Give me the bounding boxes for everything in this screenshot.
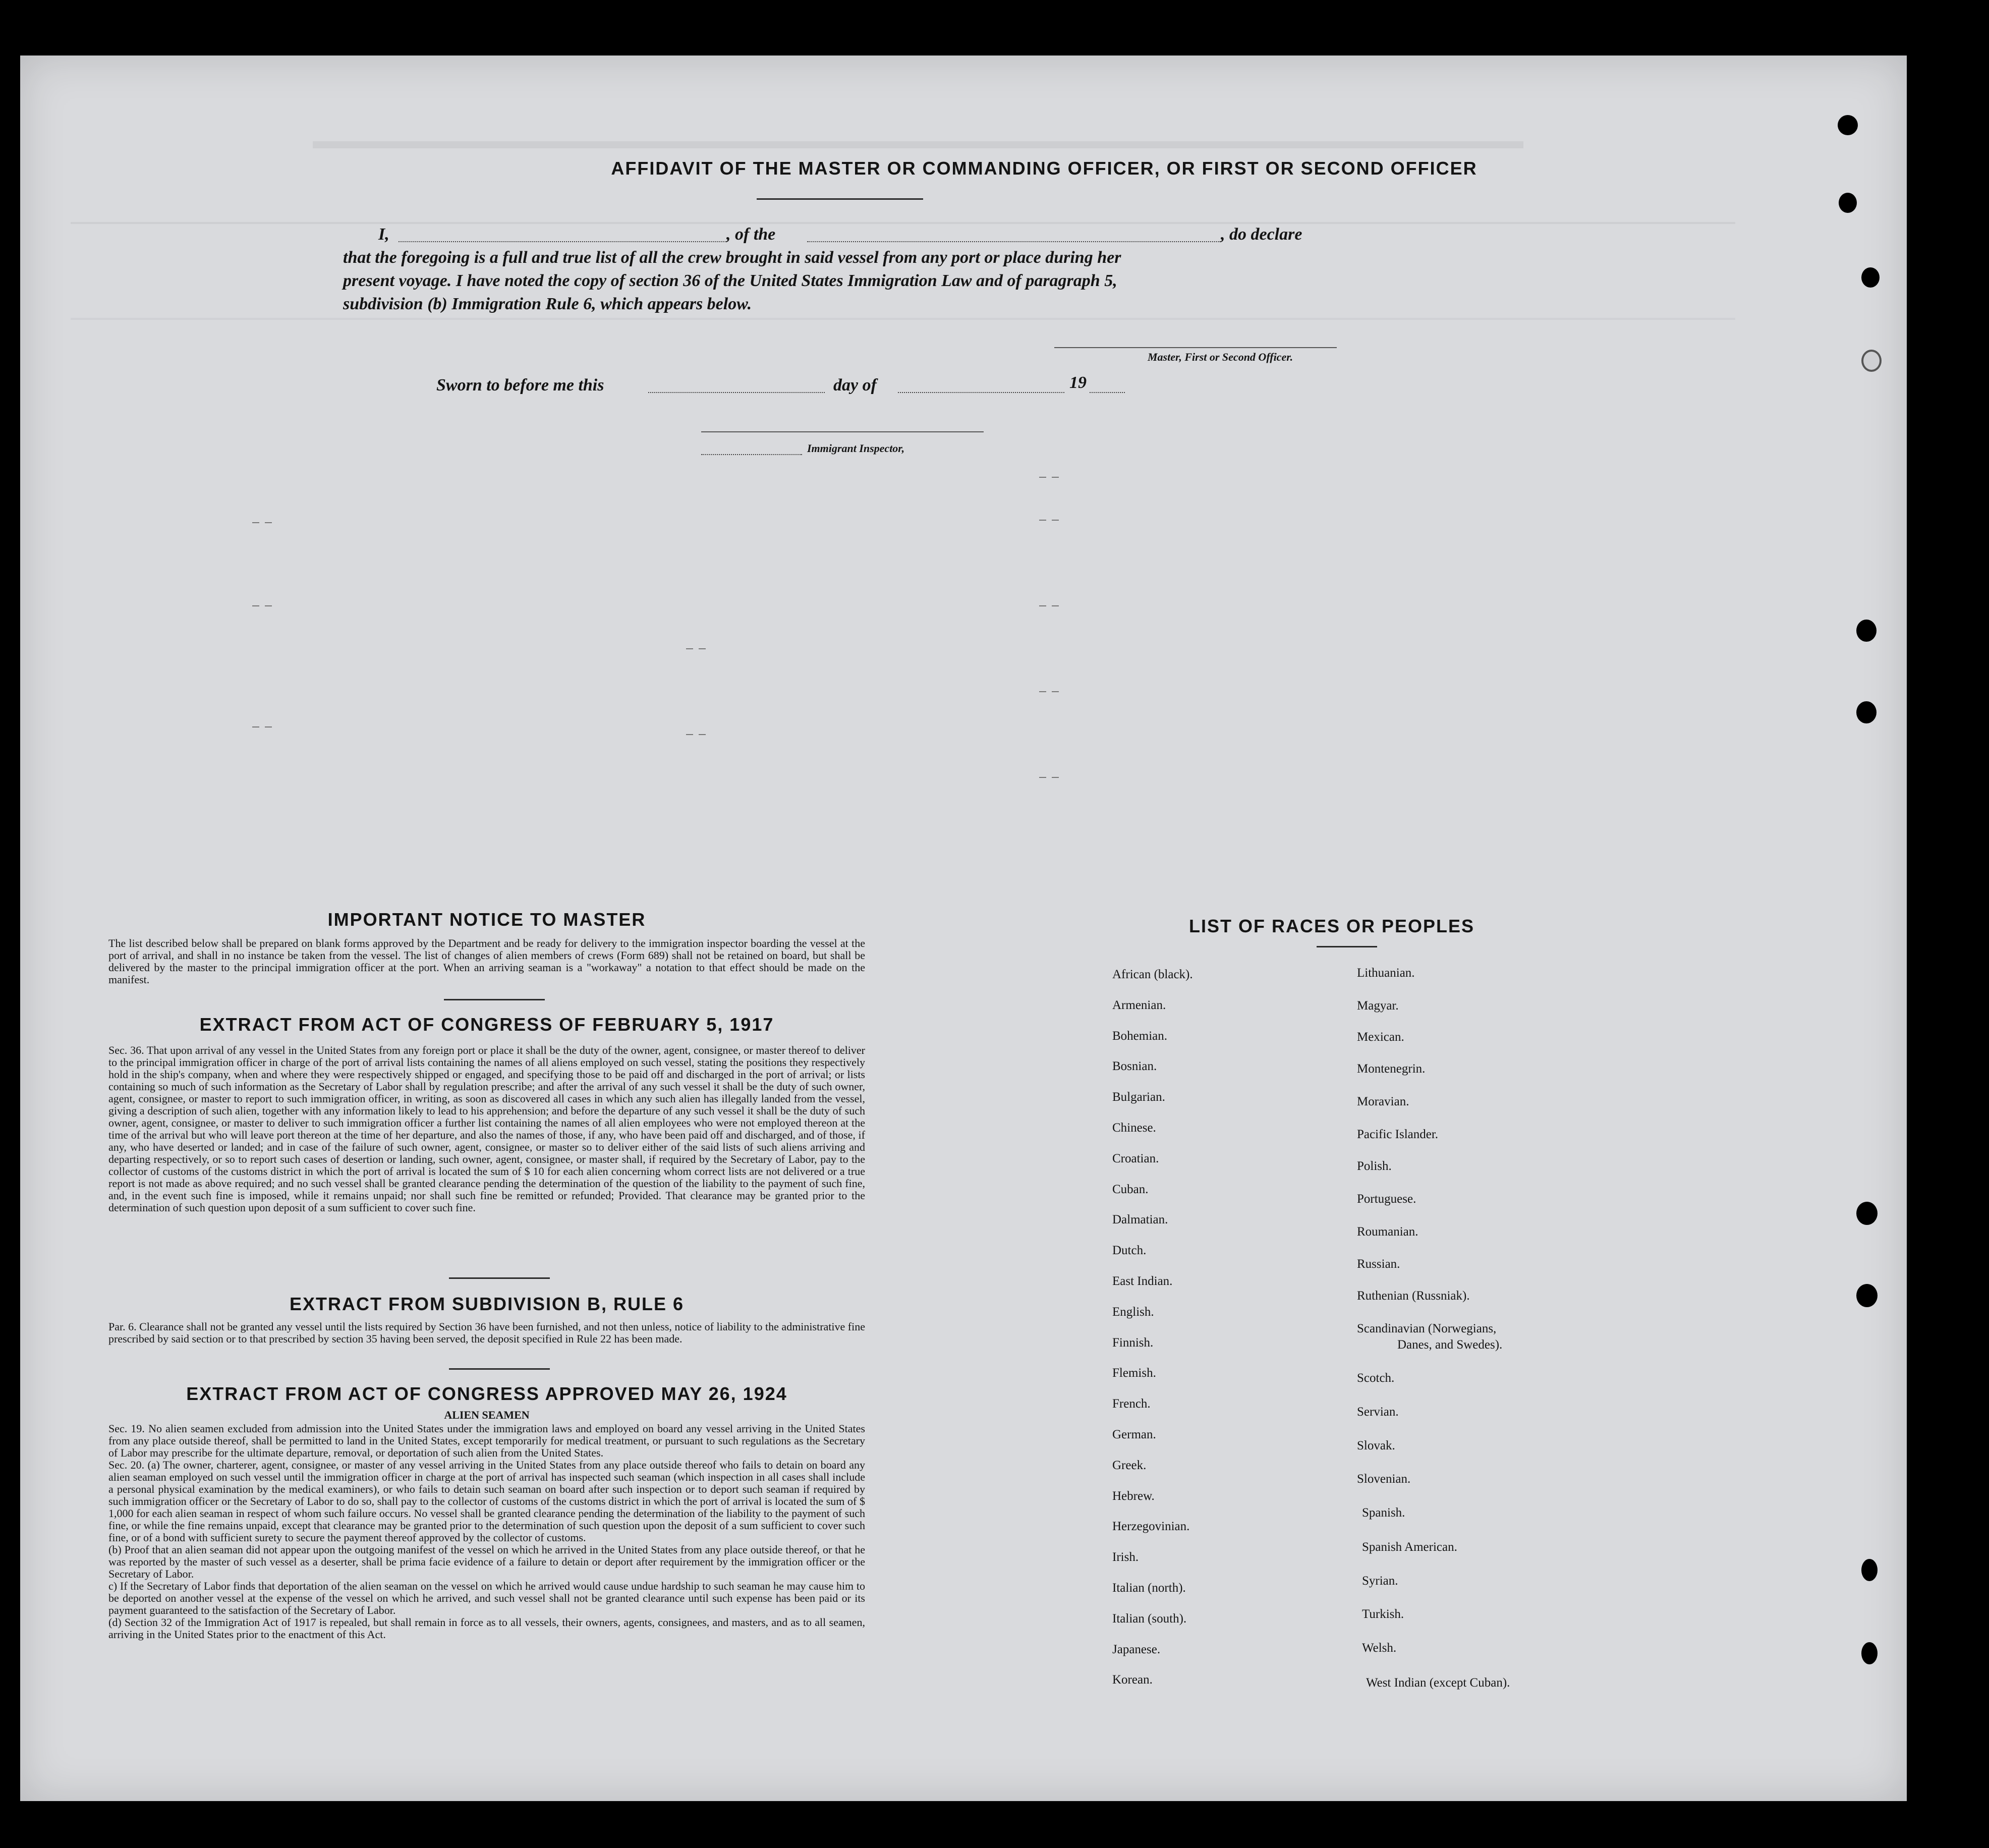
race-item: Spanish American.	[1362, 1540, 1457, 1554]
extract-1924-p1: Sec. 19. No alien seamen excluded from admission into the United States under the immigration laws and employed on board any vessel arriving in the United States from any place outside thereof, shall be permitted to land in the United States, except temporarily for medical treatment, or pursuant to such regulations as the Secretary of Labor may prescribe for the ultimate departure, removal, or deportation of such alien from the United States.	[108, 1422, 865, 1459]
extract-1917-title: EXTRACT FROM ACT OF CONGRESS OF FEBRUARY 5, 1917	[199, 1014, 774, 1035]
divider	[449, 1368, 550, 1370]
race-item: Chinese.	[1112, 1121, 1156, 1135]
extract-1924-body	[108, 1423, 865, 1641]
extract-rule6-text: Par. 6. Clearance shall not be granted any vessel until the lists required by Section 36 have been furnished, and not then unless, notice of liability to the administrative fine prescribed by said section or to that prescribed by section 35 having been served, the deposit specified in Rule 22 has been made.	[108, 1320, 865, 1345]
race-item: Irish.	[1112, 1550, 1139, 1564]
race-item: African (black).	[1112, 968, 1193, 981]
extract-1924-p2: Sec. 20. (a) The owner, charterer, agent, consignee, or master of any vessel arriving in the United States from any place outside thereof who fails to detain on board any alien seaman employed on such vessel until the immigration officer in charge at the port of arrival has inspected such seaman (which inspection in all cases shall include a personal physical examination by the medical examiners), or who fails to detain such seaman on board after such inspection or to deport such seaman if required by such immigration officer or the Secretary of Labor to do so, shall pay to the collector of customs of the customs district in which the port of arrival is located the sum of $ 1,000 for each alien seaman in respect of whom such failure occurs. No vessel shall be granted clearance pending the determination of the liability to the payment of such fine, or while the fine remains unpaid, except that clearance may be granted prior to the determination of such question upon the deposit of a sum sufficient to cover such fine, or of a bond with sufficient surety to secure the payment thereof approved by the collector of customs.	[108, 1459, 865, 1544]
affidavit-declare: , do declare	[1221, 225, 1302, 244]
race-item: Russian.	[1357, 1257, 1400, 1271]
binding-hole	[1856, 620, 1877, 642]
divider	[444, 999, 545, 1000]
race-item: Greek.	[1112, 1458, 1147, 1472]
affidavit-i: I,	[378, 225, 389, 244]
race-item: Roumanian.	[1357, 1225, 1418, 1239]
race-item: Herzegovinian.	[1112, 1520, 1190, 1534]
divider	[449, 1277, 550, 1279]
race-item: Finnish.	[1112, 1335, 1154, 1350]
divider	[757, 198, 923, 200]
binding-hole	[1856, 1202, 1878, 1225]
year-prefix: 19	[1069, 373, 1087, 392]
inspector-line[interactable]	[701, 431, 984, 432]
notice-title: IMPORTANT NOTICE TO MASTER	[327, 909, 646, 930]
name-blank[interactable]	[399, 241, 726, 242]
race-item: Armenian.	[1112, 998, 1166, 1012]
race-item: Pacific Islander.	[1357, 1128, 1439, 1141]
binding-hole	[1839, 193, 1857, 213]
race-item: Hebrew.	[1112, 1489, 1155, 1503]
binding-hole	[1861, 1559, 1878, 1581]
race-item: Japanese.	[1112, 1642, 1161, 1656]
race-item: Welsh.	[1362, 1641, 1397, 1655]
race-item: Mexican.	[1357, 1030, 1404, 1044]
binding-hole	[1856, 701, 1877, 723]
binding-hole	[1861, 1642, 1878, 1664]
race-item: Bohemian.	[1112, 1029, 1168, 1043]
race-item: English.	[1112, 1305, 1154, 1319]
inspector-caption: Immigrant Inspector,	[807, 442, 905, 455]
race-item: Servian.	[1357, 1405, 1399, 1419]
race-item: Magyar.	[1357, 999, 1399, 1013]
race-item: Slovak.	[1357, 1439, 1395, 1452]
affidavit-text: that the foregoing is a full and true list of all the crew brought in said vessel from any port or place during her	[343, 248, 1121, 267]
race-item: Italian (north).	[1112, 1581, 1186, 1595]
race-item: Lithuanian.	[1357, 966, 1415, 980]
race-item: Dalmatian.	[1112, 1213, 1168, 1227]
affidavit-text: present voyage. I have noted the copy of section 36 of the United States Immigration Law and of paragraph 5,	[343, 271, 1117, 290]
race-item: Scotch.	[1357, 1371, 1395, 1385]
year-blank[interactable]	[1090, 392, 1125, 393]
race-item: Korean.	[1112, 1673, 1153, 1687]
race-item: Portuguese.	[1357, 1192, 1416, 1206]
race-item: Dutch.	[1112, 1244, 1147, 1258]
divider	[1317, 946, 1377, 947]
race-item: Bulgarian.	[1112, 1090, 1165, 1104]
race-item: Montenegrin.	[1357, 1062, 1426, 1076]
race-item: Turkish.	[1362, 1607, 1404, 1621]
race-item: Ruthenian (Russniak).	[1357, 1289, 1470, 1303]
day-of-text: day of	[833, 376, 877, 395]
race-item: French.	[1112, 1397, 1151, 1411]
notice-text: The list described below shall be prepared on blank forms approved by the Department and be ready for delivery to the immigration inspector boarding the vessel at the port of arrival, and shall in no instance be taken from the vessel. The list of changes of alien members of crews (Form 689) shall not be retained on board, but shall be delivered by the master to the principal immigration officer at the port. When an arriving seaman is a "workaway" a notation to that effect should be made on the manifest.	[108, 937, 865, 986]
race-item: West Indian (except Cuban).	[1366, 1676, 1510, 1690]
extract-rule6-title: EXTRACT FROM SUBDIVISION B, RULE 6	[289, 1294, 685, 1314]
inspector-dots	[701, 454, 802, 455]
race-item: Polish.	[1357, 1159, 1392, 1173]
binding-hole	[1838, 115, 1858, 135]
affidavit-text: subdivision (b) Immigration Rule 6, which appears below.	[343, 295, 752, 313]
races-title: LIST OF RACES OR PEOPLES	[1188, 916, 1475, 936]
race-item: German.	[1112, 1428, 1156, 1441]
race-item: East Indian.	[1112, 1274, 1173, 1288]
signature-line[interactable]	[1054, 347, 1337, 348]
race-item: Croatian.	[1112, 1151, 1159, 1165]
race-item: Italian (south).	[1112, 1611, 1187, 1626]
race-item: Bosnian.	[1112, 1059, 1157, 1074]
binding-hole	[1861, 350, 1882, 372]
day-blank[interactable]	[648, 392, 825, 393]
race-item: Moravian.	[1357, 1095, 1409, 1108]
extract-1924-title: EXTRACT FROM ACT OF CONGRESS APPROVED MAY 26, 1924	[186, 1383, 787, 1404]
race-item: Cuban.	[1112, 1182, 1149, 1196]
affidavit-of-the: , of the	[726, 225, 776, 244]
extract-1917-text: Sec. 36. That upon arrival of any vessel in the United States from any foreign port or place it shall be the duty of the owner, agent, consignee, or master thereof to deliver to the principal immigration officer in charge of the port of arrival lists containing the names of all aliens employed on such vessel, stating the positions they respectively hold in the ship's company, when and where they were respectively shipped or engaged, and specifying those to be paid off and discharged in the port of arrival; or lists containing so much of such information as the Secretary of Labor shall by regulation prescribe; and after the arrival of any such vessel it shall be the duty of such owner, agent, consignee, or master to report to such immigration officer, in writing, as soon as discovered all cases in which any such alien has illegally landed from the vessel, giving a description of such alien, together with any information likely to lead to his apprehension; and before the departure of any such vessel it shall be the duty of such owner, agent, consignee, or master to deliver to such immigration officer a further list containing the names of all alien employees who were not employed thereon at the time of the arrival but who will leave port thereon at the time of her departure, and also the names of those, if any, who have been paid off and discharged, and of those, if any, who have deserted or landed; and in case of the failure of such owner, agent, consignee, or master so to deliver either of the said lists of such aliens arriving and departing respectively, or so to report such cases of desertion or landing, such owner, agent, consignee, or master shall, if required by the Secretary of Labor, pay to the collector of customs of the customs district in which the port of arrival is located the sum of $ 10 for each alien concerning whom correct lists are not delivered or a true report is not made as above required; and no such vessel shall be granted clearance pending the determination of the question of the liability to the payment of such fine, and, in the event such fine is imposed, while it remains unpaid; nor shall such fine be remitted or refunded; Provided. That clearance may be granted prior to the determination of such question upon deposit of a sum sufficient to cover such fine.	[108, 1044, 865, 1214]
master-caption: Master, First or Second Officer.	[1148, 351, 1293, 363]
sworn-text: Sworn to before me this	[436, 376, 604, 395]
race-item: Flemish.	[1112, 1366, 1156, 1380]
race-item: Danes, and Swedes).	[1397, 1338, 1503, 1352]
race-item: Spanish.	[1362, 1506, 1405, 1520]
vessel-blank[interactable]	[807, 241, 1221, 242]
affidavit-title: AFFIDAVIT OF THE MASTER OR COMMANDING OFFICER, OR FIRST OR SECOND OFFICER	[611, 158, 1477, 179]
race-item: Slovenian.	[1357, 1472, 1411, 1486]
month-blank[interactable]	[898, 392, 1064, 393]
extract-1924-p4: c) If the Secretary of Labor finds that deportation of the alien seaman on the vessel on which he arrived would cause undue hardship to such seaman he may cause him to be deported on another vessel at the expense of the vessel on which he arrived, and such vessel shall not be granted clearance until such expense has been paid or its payment guaranteed to the satisfaction of the Secretary of Labor.	[108, 1580, 865, 1616]
race-item: Scandinavian (Norwegians,	[1357, 1322, 1497, 1335]
extract-1924-subtitle: ALIEN SEAMEN	[444, 1409, 530, 1421]
binding-hole	[1861, 267, 1880, 288]
binding-hole	[1856, 1284, 1878, 1307]
extract-1924-p5: (d) Section 32 of the Immigration Act of 1917 is repealed, but shall remain in force as to all vessels, their owners, agents, consignees, and masters, and as to all seamen, arriving in the United States prior to the enactment of this Act.	[108, 1616, 865, 1641]
race-item: Syrian.	[1362, 1574, 1398, 1588]
extract-1924-p3: (b) Proof that an alien seaman did not appear upon the outgoing manifest of the vessel on which he arrived in the United States from any place outside thereof, or that he was reported by the master of such vessel as a deserter, shall be prima facie evidence of a failure to detain or deport after requirement by the immigration officer or the Secretary of Labor.	[108, 1543, 865, 1580]
